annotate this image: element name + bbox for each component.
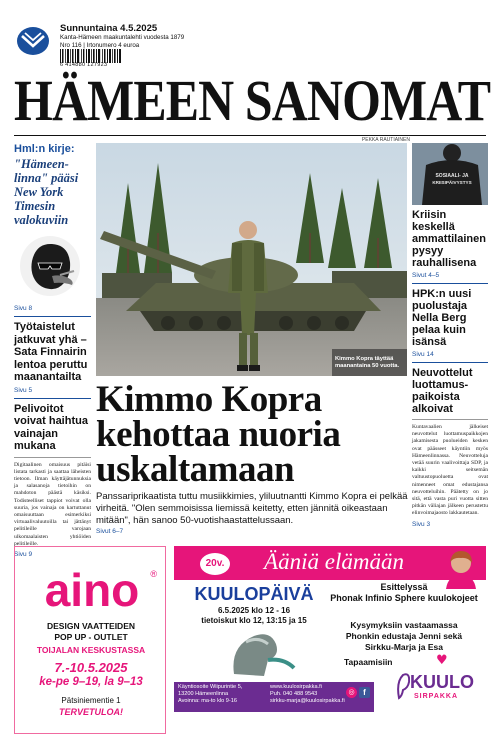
story-neuvottelut-body: Kuntavaalien jälkeiset neuvottelut luottamuspaikkojen jakamisesta puolueiden kesken ovat päässeet käyntiin myös Hämeenlinnassa. Neuvotteluja vetää suurin vaalivoittaja SDP, ja kaikki seitsemän valtuustopuoluetta ovat nimenneet omat edustajansa neuvotteluihin. Päätetty on jo sitä, että vasta puri vuotta sitten pitkän väliajan jälkeen perustettu elinvoimajaosto lakkautetaan. [412, 424, 488, 517]
story-neuvottelut-headline[interactable]: Neuvottelut luottamus-paikoista alkoivat [412, 367, 473, 415]
sirpakka-brand: SIRPAKKA [414, 693, 459, 700]
barcode-number: 6 414880 127923 [60, 62, 108, 68]
kirje-label: Hml:n kirje: [14, 143, 75, 155]
kirje-headline[interactable]: "Hämeen-linna" pääsi New York Timesin valokuviin [14, 157, 79, 227]
story-finnair-headline[interactable]: Työtaistelut jatkuvat yhä – Sata Finnairin lentoa peruttu maanantailta [14, 321, 88, 383]
left-column [14, 143, 91, 558]
address-line2: 13200 Hämeenlinna [178, 691, 229, 697]
email-address[interactable]: sirkku-marja@kuulosirpakka.fi [270, 698, 345, 704]
main-page-ref: Sivut 6–7 [96, 528, 124, 535]
story-neuvottelut-page-ref: Sivu 3 [412, 520, 431, 528]
aino-hours: ke-pe 9–19, la 9–13 [39, 676, 143, 688]
aino-address: Pätsiniementie 1 [61, 696, 121, 705]
crisis-worker-image [412, 143, 488, 205]
story-pelivoitot-page-ref: Sivu 9 [14, 550, 33, 558]
kuulo-title: Ääniä elämään [264, 549, 404, 574]
questions-line2: Phonkin edustaja Jenni sekä [345, 631, 463, 641]
instagram-icon[interactable]: ◎ [346, 687, 357, 698]
meeting-label: Tapaamisiin [344, 657, 393, 667]
sunglasses-face-illustration-icon [18, 235, 82, 297]
tagline: Kanta-Hämeen maakuntalehti vuodesta 1879 [60, 34, 185, 41]
vest-text-line1: SOSIAALI- JA [435, 173, 469, 179]
opening-hours: Avoinna: ma-to klo 9-16 [178, 698, 237, 704]
kuulopaiva-info: tietoiskut klo 12, 13:15 ja 15 [201, 616, 307, 625]
hearing-aid-icon [224, 626, 304, 680]
aino-dates: 7.-10.5.2025 [54, 660, 128, 675]
kuulopaiva-time: 6.5.2025 klo 12 - 16 [217, 606, 291, 615]
anniversary-badge: 20v. [200, 553, 230, 575]
website[interactable]: www.kuulosirpakka.fi [270, 684, 322, 690]
photo-credit: PEKKA RAUTIAINEN [361, 137, 410, 143]
presenting-label: Esittelyssä [380, 582, 428, 592]
story-finnair-page-ref: Sivu 5 [14, 386, 33, 394]
facebook-icon[interactable]: f [359, 687, 370, 698]
masthead [0, 0, 500, 143]
ear-logo-icon [396, 672, 410, 700]
kuulo-sirpakka-advertisement[interactable] [174, 546, 486, 734]
aino-logo: aino [44, 564, 140, 616]
aino-line1: DESIGN VAATTEIDEN [47, 621, 135, 631]
hameen-sanomat-logo-icon [16, 26, 50, 56]
vest-text-line2: KRIISIPÄIVYSTYS [432, 180, 472, 185]
questions-line1: Kysymyksiin vastaamassa [350, 620, 458, 630]
issue-number: Nro 116 | Irtonumero 4 euroa [60, 42, 140, 49]
heart-icon: ♥ [436, 653, 448, 668]
story-crisis-headline[interactable]: Kriisin keskellä ammattilainen pysyy rauhallisena [412, 209, 486, 269]
product-name: Phonak Infinio Sphere kuulokojeet [330, 593, 478, 603]
crisis-worker-photo [412, 143, 488, 205]
main-photo [96, 143, 407, 376]
registered-mark-icon: ® [150, 569, 157, 579]
aino-line2: POP UP - OUTLET [54, 632, 128, 642]
main-headline[interactable]: Kimmo Kopra kehottaa nuoria uskaltamaan [96, 379, 341, 490]
newspaper-title: HÄMEEN SANOMAT [14, 68, 491, 133]
questions-line3: Sirkku-Marja ja Esa [365, 642, 443, 652]
story-hpk-headline[interactable]: HPK:n uusi puolustaja Nella Berg pelaa kuin isänsä [412, 288, 472, 348]
kuulo-brand: KUULO [410, 672, 474, 692]
kuulopaiva-title: KUULOPÄIVÄ [194, 584, 314, 604]
story-hpk-page-ref: Sivu 14 [412, 351, 434, 358]
main-deck: Panssariprikaatista tuttu musiikkimies, yliluutnantti Kimmo Kopra ei pelkää virheitä. "Olen semmoisissa liemissä keitetty, etten jännitä oikeastaan mitään", hän sanoo 50-vuotishaastattelussaan. [96, 491, 408, 526]
tank-and-soldier-photo [96, 143, 407, 376]
issue-date: Sunnuntaina 4.5.2025 [60, 23, 158, 34]
aino-advertisement[interactable] [14, 546, 166, 734]
right-column [412, 143, 488, 528]
masthead-rule [14, 135, 486, 136]
story-pelivoitot-body: Digitaalinen omaisuus pitäisi listata tarkasti ja saattaa läheisten tietoon. Ilman käyttäjätunnuksia ja salasanoja tietoihin on mahdoton päästä käsiksi. Todisteelliset tappiot voivat olla suuria, jos vainaja on kartuttanut omaisuuttaan esimerkiksi virtuaalivaluutoilla tai jättänyt pelitileille varojaan ulkomaalaisten yhtiöiden pelitileille. [14, 461, 91, 547]
story-pelivoitot-headline[interactable]: Pelivoitot voivat haihtua vainajan mukana [14, 402, 88, 452]
address-line1: Käyntiosoite Wiipurintie 5, [178, 684, 243, 690]
aino-line3: TOIJALAN KESKUSTASSA [36, 645, 146, 655]
story-crisis-page-ref: Sivut 4–5 [412, 272, 440, 279]
kirje-page-ref: Sivu 8 [14, 305, 33, 312]
barcode [60, 49, 122, 63]
phone-number: Puh. 040 488 9543 [270, 691, 318, 697]
aino-welcome: TERVETULOA! [59, 707, 123, 717]
main-photo-caption: Kimmo Kopra täyttää maanantaina 50 vuotta. [335, 356, 400, 369]
